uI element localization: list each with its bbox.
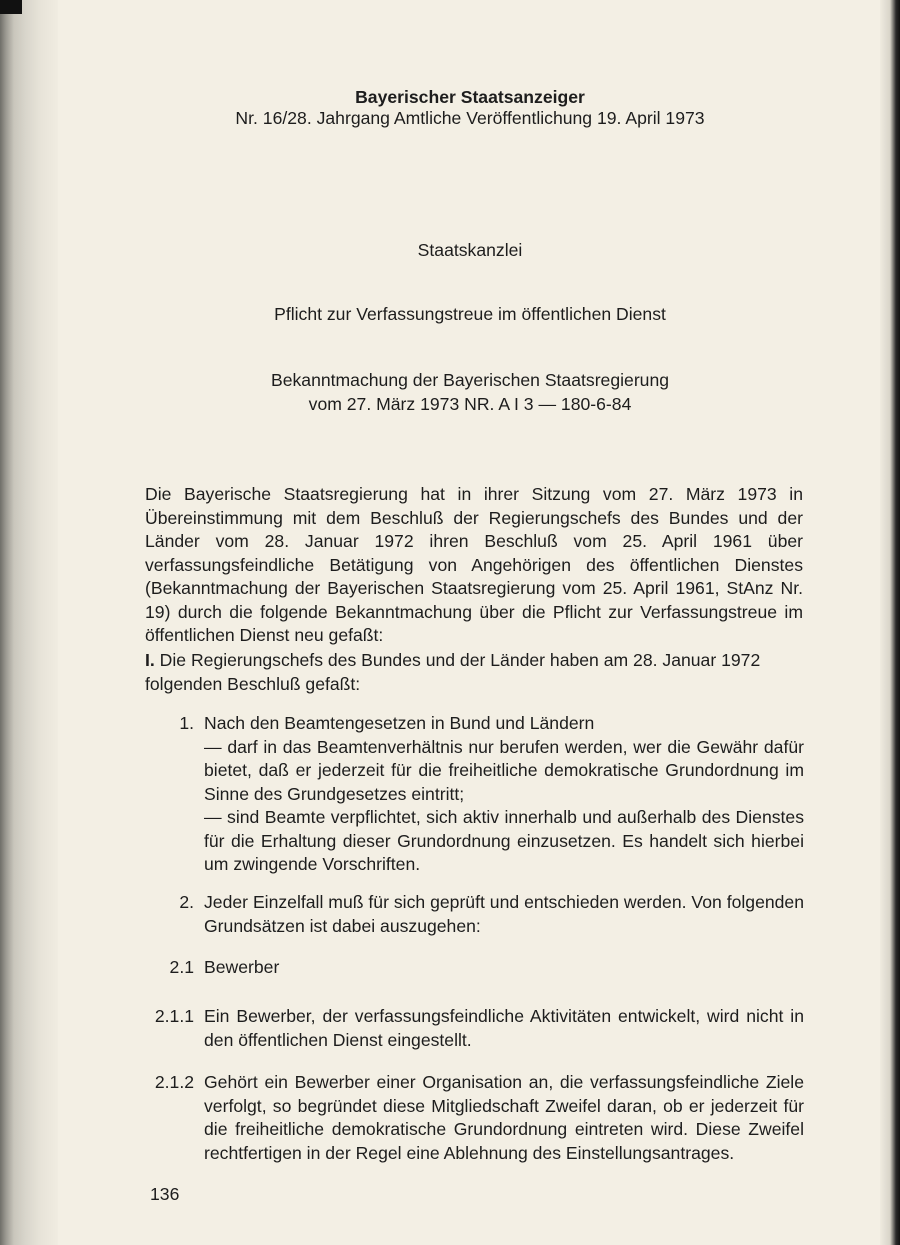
publication-title: Bayerischer Staatsanzeiger [355, 87, 585, 107]
item-number: 2.1.1 [154, 1006, 194, 1026]
page-edge [880, 0, 900, 1245]
list-item: Bewerber [204, 957, 280, 977]
item-number: 2.1.2 [154, 1072, 194, 1092]
section-I-number: I. [145, 650, 155, 670]
section-I [145, 649, 803, 696]
page-number: 136 [150, 1184, 180, 1204]
department-heading: Staatskanzlei [417, 240, 523, 260]
list-item: Ein Bewerber, der verfassungsfeindliche Aktivitäten entwickelt, wird nicht in den öffentlichen Dienst eingestellt. [204, 1006, 804, 1050]
subject-heading: Pflicht zur Verfassungstreue im öffentlichen Dienst [274, 304, 666, 324]
item-number: 2. [179, 892, 194, 912]
announcement-heading [150, 369, 790, 416]
list-item: Gehört ein Bewerber einer Organisation an, die verfassungsfeindliche Ziele verfolgt, so begründet diese Mitgliedschaft Zweifel daran, ob er jederzeit für die freiheitliche demokratische Grundordnung eintreten wird. Diese Zweifel rechtfertigen in der Regel eine Ablehnung des Einstellungsantrages. [204, 1072, 804, 1163]
item-lead: Nach den Beamtengesetzen in Bund und Ländern [204, 713, 595, 733]
item-number: 1. [179, 713, 194, 733]
announcement-line-1: Bekanntmachung der Bayerischen Staatsregierung [270, 370, 670, 390]
section-I-text: Die Regierungschefs des Bundes und der Länder haben am 28. Januar 1972 folgenden Beschluß gefaßt: [145, 650, 761, 694]
announcement-line-2: vom 27. März 1973 NR. A I 3 — 180-6-84 [308, 393, 632, 414]
item-dash-2: — sind Beamte verpflichtet, sich aktiv innerhalb und außerhalb des Dienstes für die Erhaltung dieser Grundordnung einzusetzen. Es handelt sich hierbei um zwingende Vorschriften. [204, 807, 804, 874]
publication-issue: Nr. 16/28. Jahrgang Amtliche Veröffentlichung 19. April 1973 [235, 108, 705, 128]
list-item: Jeder Einzelfall muß für sich geprüft und entschieden werden. Von folgenden Grundsätzen ist dabei auszugehen: [204, 892, 804, 936]
item-dash-1: — darf in das Beamtenverhältnis nur berufen werden, wer die Gewähr dafür bietet, daß er jederzeit für die freiheitliche demokratische Grundordnung im Sinne des Grundgesetzes eintritt; [204, 736, 804, 804]
item-number: 2.1 [169, 957, 194, 977]
list-item [204, 712, 804, 877]
book-binding [0, 0, 58, 1245]
intro-paragraph: Die Bayerische Staatsregierung hat in ihrer Sitzung vom 27. März 1973 in Übereinstimmung mit dem Beschluß der Regierungschefs des Bundes und der Länder vom 28. Januar 1972 ihren Beschluß vom 25. April 1961 über verfassungsfeindliche Betätigung von Angehörigen des öffentlichen Dienstes (Bekanntmachung der Bayerischen Staatsregierung vom 25. April 1961, StAnz Nr. 19) durch die folgende Bekanntmachung über die Pflicht zur Verfassungstreue im öffentlichen Dienst neu gefaßt: [145, 484, 803, 645]
